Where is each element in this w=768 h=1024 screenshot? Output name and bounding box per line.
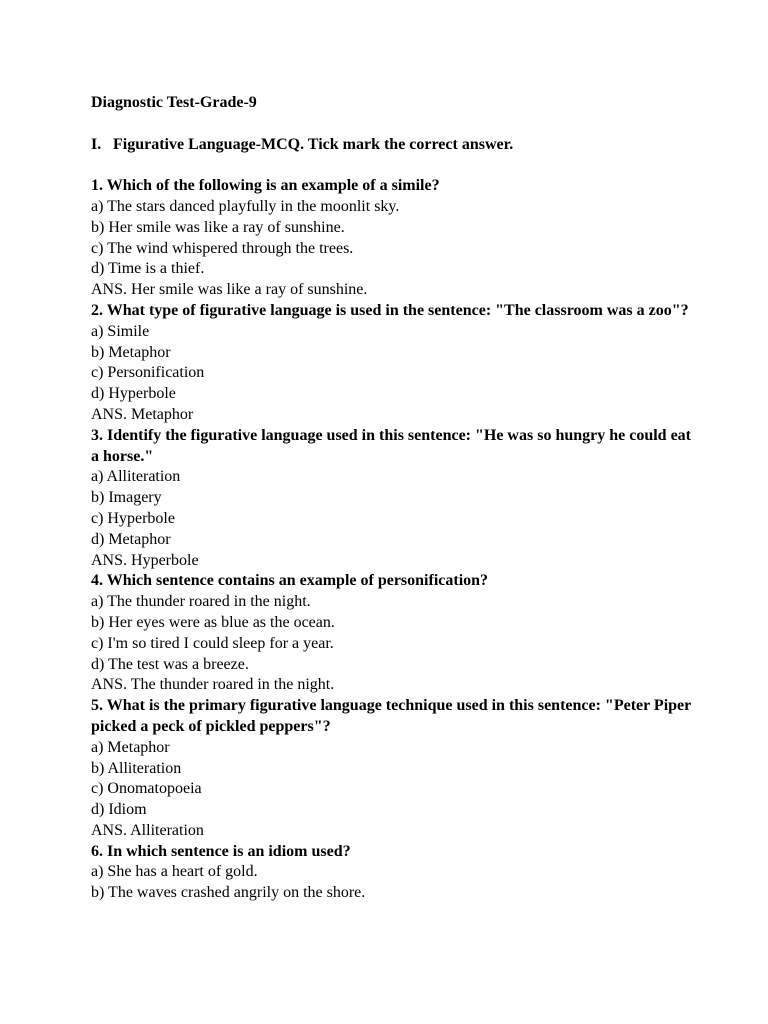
answer-key: ANS. The thunder roared in the night. [91, 676, 335, 694]
question-text: 6. In which sentence is an idiom used? [91, 842, 351, 860]
question-list [91, 176, 691, 904]
answer-option: b) The waves crashed angrily on the shore. [91, 884, 366, 902]
answer-option: d) Hyperbole [91, 385, 176, 403]
answer-key: ANS. Her smile was like a ray of sunshine. [91, 281, 368, 299]
answer-option: d) Metaphor [91, 530, 171, 548]
question-2 [91, 301, 691, 426]
section-heading-text: Figurative Language-MCQ. Tick mark the correct answer. [113, 135, 514, 153]
answer-option: a) She has a heart of gold. [91, 863, 258, 881]
question-1 [91, 176, 691, 301]
answer-option: d) Time is a thief. [91, 260, 205, 278]
answer-key: ANS. Alliteration [91, 821, 204, 839]
answer-option: a) Metaphor [91, 738, 170, 756]
section-number: I. [91, 135, 102, 153]
answer-key: ANS. Hyperbole [91, 551, 199, 569]
answer-option: c) Personification [91, 364, 205, 382]
answer-option: b) Her smile was like a ray of sunshine. [91, 218, 345, 236]
question-text: 5. What is the primary figurative language technique used in this sentence: "Peter Piper picked a peck of pickled peppers"? [91, 697, 691, 735]
section-heading [91, 135, 691, 156]
question-3 [91, 426, 691, 572]
question-text: 2. What type of figurative language is used in the sentence: "The classroom was a zoo"? [91, 301, 689, 319]
question-5 [91, 696, 691, 842]
answer-option: d) The test was a breeze. [91, 655, 249, 673]
question-6 [91, 842, 691, 904]
answer-option: d) Idiom [91, 801, 147, 819]
answer-option: b) Alliteration [91, 759, 182, 777]
question-text: 3. Identify the figurative language used in this sentence: "He was so hungry he could eat a horse." [91, 426, 692, 465]
answer-option: c) The wind whispered through the trees. [91, 239, 354, 257]
question-4 [91, 571, 691, 696]
answer-option: a) Alliteration [91, 468, 181, 486]
answer-option: b) Her eyes were as blue as the ocean. [91, 613, 335, 631]
answer-option: a) Simile [91, 322, 150, 340]
document-title: Diagnostic Test-Grade-9 [91, 94, 257, 111]
question-text: 4. Which sentence contains an example of personification? [91, 572, 489, 590]
answer-option: a) The stars danced playfully in the moonlit sky. [91, 197, 400, 215]
answer-option: a) The thunder roared in the night. [91, 593, 311, 611]
answer-option: c) Onomatopoeia [91, 780, 202, 798]
answer-key: ANS. Metaphor [91, 405, 194, 423]
answer-option: b) Imagery [91, 489, 162, 507]
answer-option: c) Hyperbole [91, 509, 175, 527]
answer-option: c) I'm so tired I could sleep for a year. [91, 634, 334, 652]
answer-option: b) Metaphor [91, 343, 171, 361]
question-text: 1. Which of the following is an example of a simile? [91, 177, 440, 195]
document-page [91, 93, 691, 904]
